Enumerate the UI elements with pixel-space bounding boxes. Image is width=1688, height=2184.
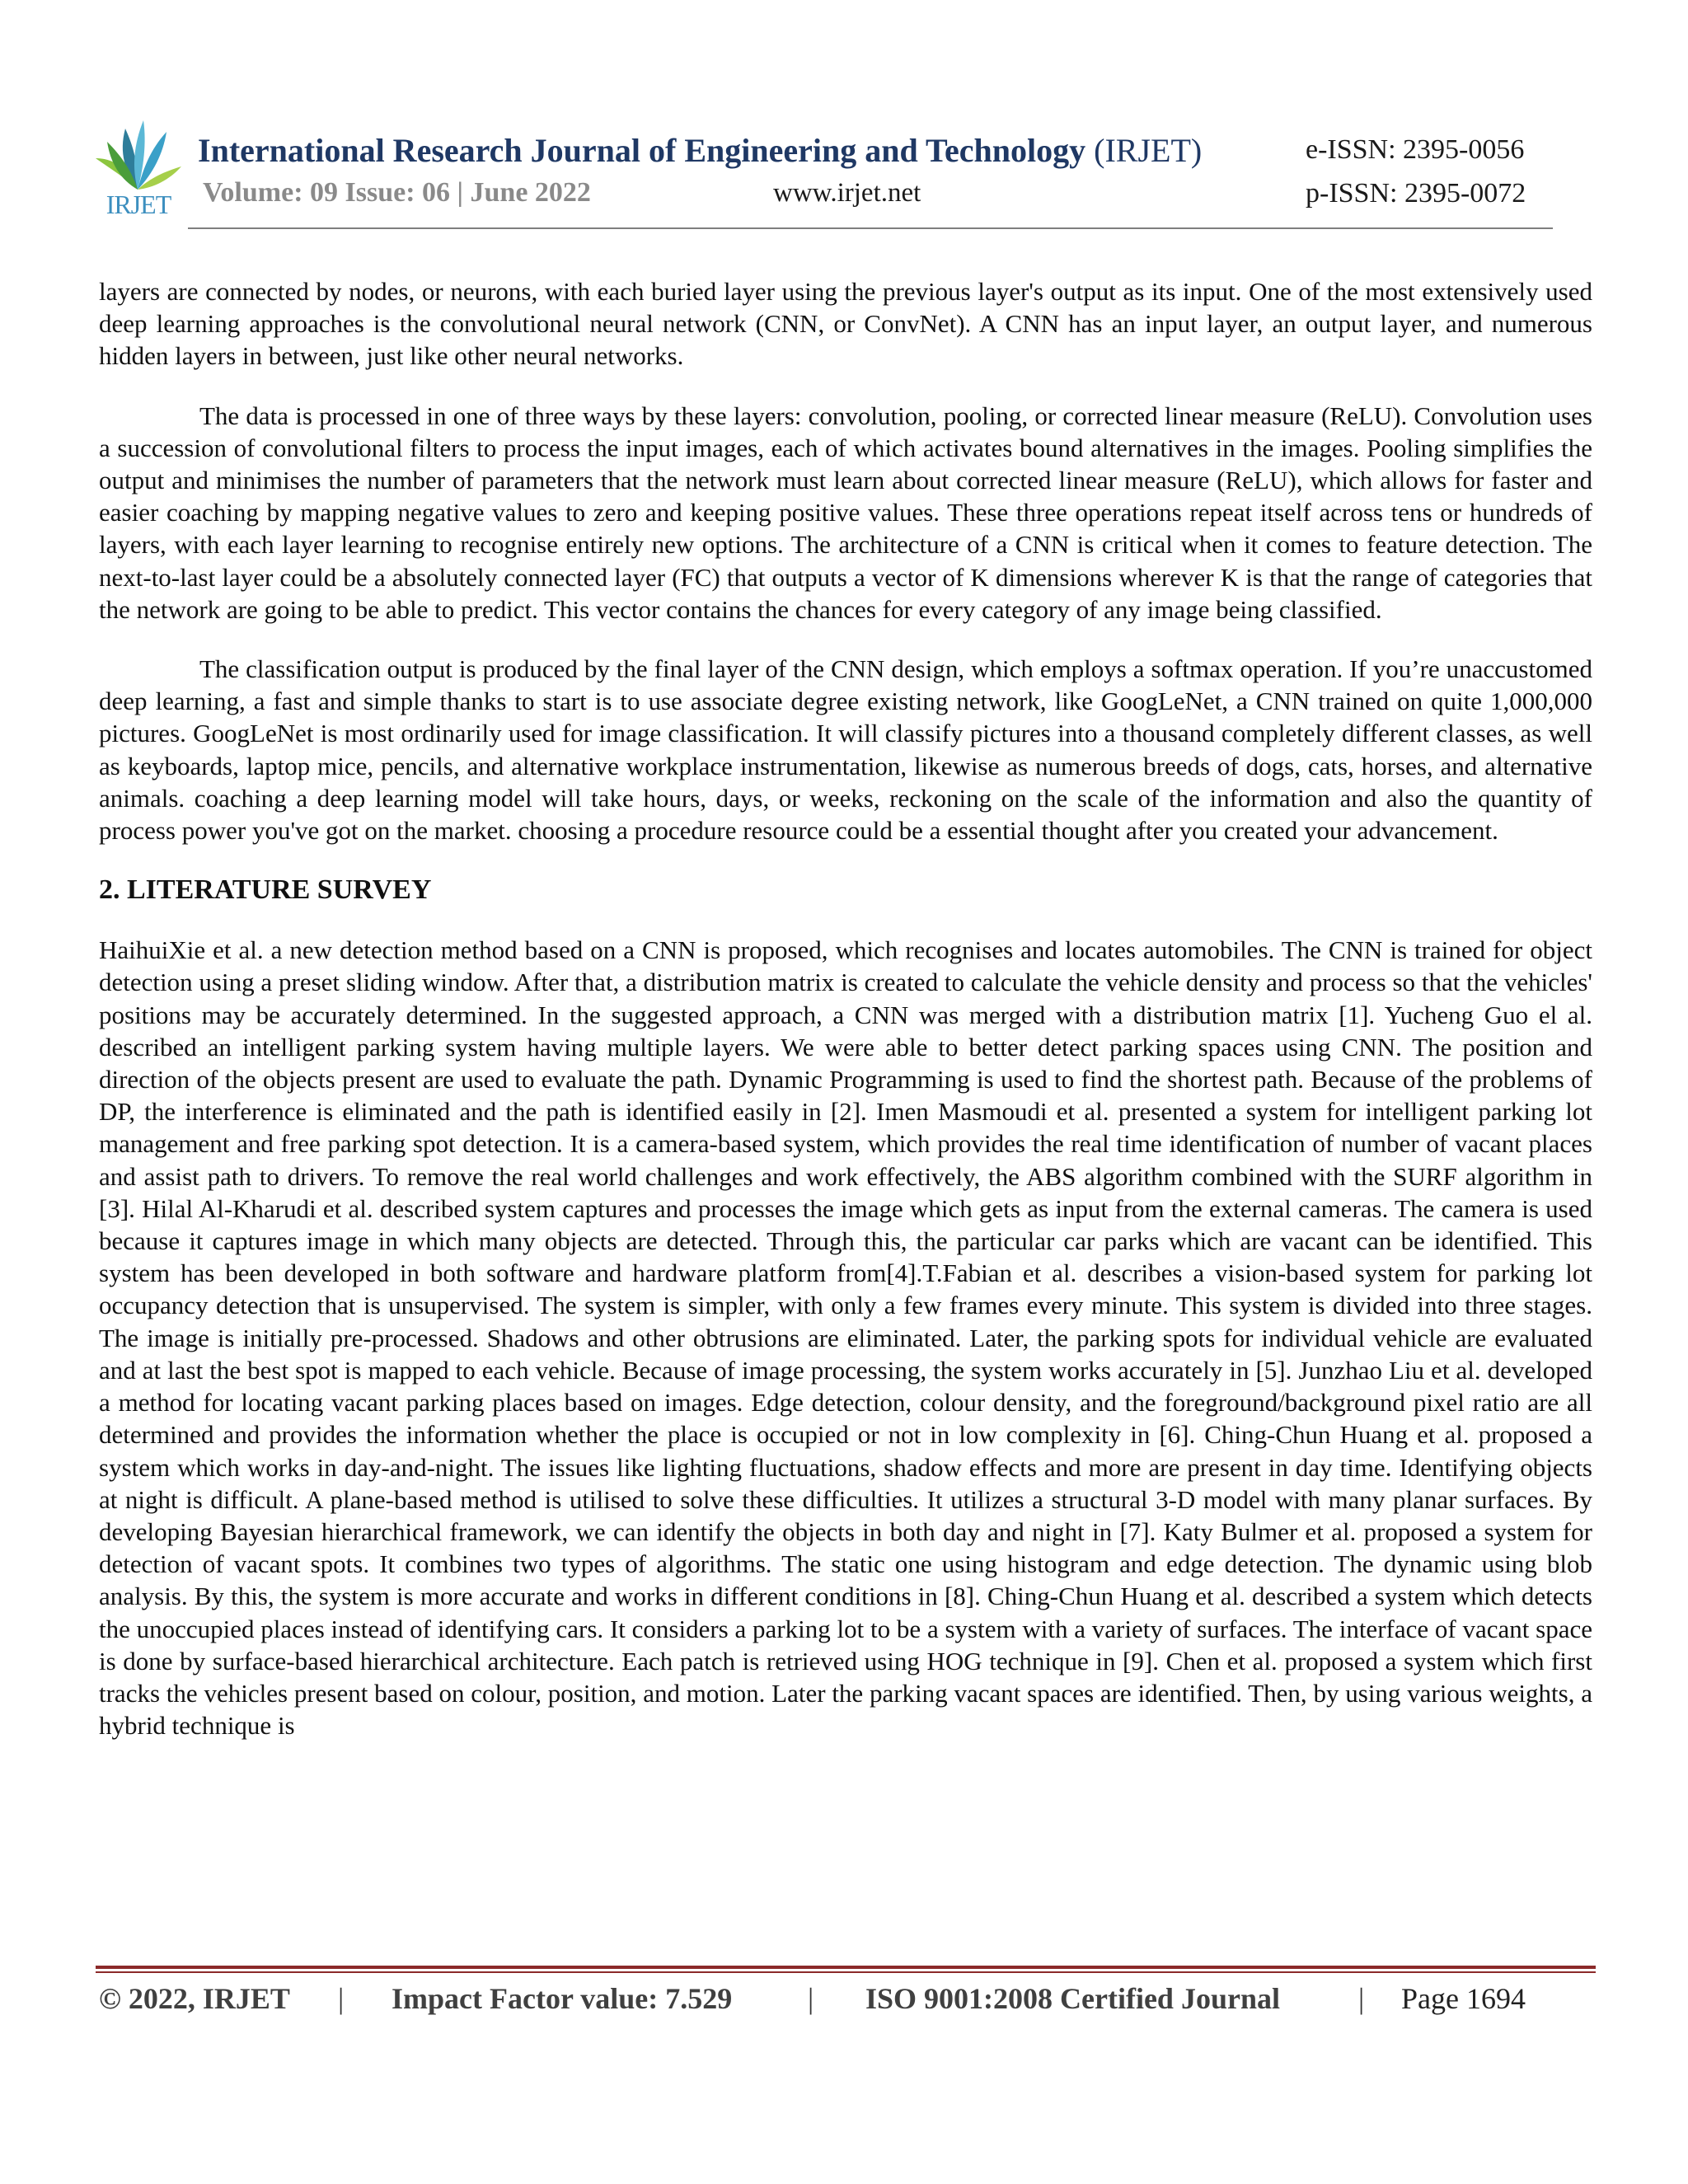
website-link[interactable]: www.irjet.net xyxy=(773,178,921,208)
paragraph: The classification output is produced by the final layer of the CNN design, which employs a softmax operation. If you’re unaccustomed deep learning, a fast and simple thanks to start is to use associate degree existing network, like GoogLeNet, a CNN trained on quite 1,000,000 pictures. GoogLeNet is most ordinarily used for image classification. It will classify pictures into a thousand completely different classes, as well as keyboards, laptop mice, pencils, and alternative workplace instrumentation, likewise as numerous breeds of dogs, cats, horses, and alternative animals. coaching a deep learning model will take hours, days, or weeks, reckoning on the scale of the information and also the quantity of process power you've got on the market. choosing a procedure resource could be a essential thought after you created your advancement. xyxy=(99,654,1592,846)
paragraph: HaihuiXie et al. a new detection method based on a CNN is proposed, which recognises and locates automobiles. The CNN is trained for object detection using a preset sliding window. After that, a distribution matrix is created to calculate the vehicle density and process so that the vehicles' positions may be accurately determined. In the suggested approach, a CNN was merged with a distribution matrix [1]. Yucheng Guo el al. described an intelligent parking system having multiple layers. We were able to better detect parking spaces using CNN. The position and direction of the objects present are used to evaluate the path. Dynamic Programming is used to find the shortest path. Because of the problems of DP, the interference is eliminated and the path is identified easily in [2]. Imen Masmoudi et al. presented a system for intelligent parking lot management and free parking spot detection. It is a camera-based system, which provides the real time identification of number of vacant places and assist path to drivers. To remove the real world challenges and work effectively, the ABS algorithm combined with the SURF algorithm in [3]. Hilal Al-Kharudi et al. described system captures and processes the image which gets as input from the external cameras. The camera is used because it captures image in which many objects are detected. Through this, the particular car parks which are vacant can be identified. This system has been developed in both software and hardware platform from[4].T.Fabian et al. describes a vision-based system for parking lot occupancy detection that is unsupervised. The system is simpler, with only a few frames every minute. This system is divided into three stages. The image is initially pre-processed. Shadows and other obtrusions are eliminated. Later, the parking spots for individual vehicle are evaluated and at last the best spot is mapped to each vehicle. Because of image processing, the system works accurately in [5]. Junzhao Liu et al. developed a method for locating vacant parking places based on images. Edge detection, colour density, and the foreground/background pixel ratio are all determined and provides the information whether the place is occupied or not in low complexity in [6]. Ching-Chun Huang et al. proposed a system which works in day-and-night. The issues like lighting fluctuations, shadow effects and more are present in day time. Identifying objects at night is difficult. A plane-based method is utilised to solve these difficulties. It utilizes a structural 3-D model with many planar surfaces. By developing Bayesian hierarchical framework, we can identify the objects in both day and night in [7]. Katy Bulmer et al. proposed a system for detection of vacant spots. It combines two types of algorithms. The static one using histogram and edge detection. The dynamic using blob analysis. By this, the system is more accurate and works in different conditions in [8]. Ching-Chun Huang et al. described a system which detects the unoccupied places instead of identifying cars. It considers a parking lot to be a system with a variety of surfaces. The interface of vacant space is done by surface-based hierarchical architecture. Each patch is retrieved using HOG technique in [9]. Chen et al. proposed a system which first tracks the vehicles present based on colour, position, and motion. Later the parking vacant spaces are identified. Then, by using various weights, a hybrid technique is xyxy=(99,935,1592,1741)
footer-separator: | xyxy=(1358,1982,1365,2015)
volume-issue: Volume: 09 Issue: 06 | June 2022 xyxy=(203,177,591,208)
footer-impact-factor: Impact Factor value: 7.529 xyxy=(392,1982,733,2015)
paragraph: layers are connected by nodes, or neurons, with each buried layer using the previous layer's output as its input. One of the most extensively used deep learning approaches is the convolutional neural network (CNN, or ConvNet). A CNN has an input layer, an output layer, and numerous hidden layers in between, just like other neural networks. xyxy=(99,277,1592,371)
footer-page-number: Page 1694 xyxy=(1401,1982,1526,2015)
eissn: e-ISSN: 2395-0056 xyxy=(1306,134,1525,165)
journal-name: International Research Journal of Engineering and Technology xyxy=(198,132,1086,169)
paragraph: The data is processed in one of three ways by these layers: convolution, pooling, or corrected linear measure (ReLU). Convolution uses a succession of convolutional filters to process the input images, each of which activates bound alternatives in the images. Pooling simplifies the output and minimises the number of parameters that the network must learn about corrected linear measure (ReLU), which allows for faster and easier coaching by mapping negative values to zero and keeping positive values. These three operations repeat itself across tens or hundreds of layers, with each layer learning to recognise entirely new options. The architecture of a CNN is critical when it comes to feature detection. The next-to-last layer could be a absolutely connected layer (FC) that outputs a vector of K dimensions wherever K is that the range of categories that the network are going to be able to predict. This vector contains the chances for every category of any image being classified. xyxy=(99,401,1592,624)
footer-divider xyxy=(96,1966,1596,1973)
journal-title xyxy=(198,131,1202,170)
header-divider xyxy=(188,227,1553,229)
logo-text: IRJET xyxy=(106,190,171,219)
section-heading: 2. LITERATURE SURVEY xyxy=(99,874,432,906)
logo-leaves-icon xyxy=(92,114,183,193)
footer-iso: ISO 9001:2008 Certified Journal xyxy=(865,1982,1280,2015)
footer-separator: | xyxy=(808,1982,814,2015)
article-body xyxy=(99,275,1592,1741)
irjet-logo xyxy=(92,114,183,218)
footer-copyright: © 2022, IRJET xyxy=(99,1982,290,2015)
footer-separator: | xyxy=(338,1982,345,2015)
journal-abbr: (IRJET) xyxy=(1094,132,1203,169)
pissn: p-ISSN: 2395-0072 xyxy=(1306,178,1526,209)
